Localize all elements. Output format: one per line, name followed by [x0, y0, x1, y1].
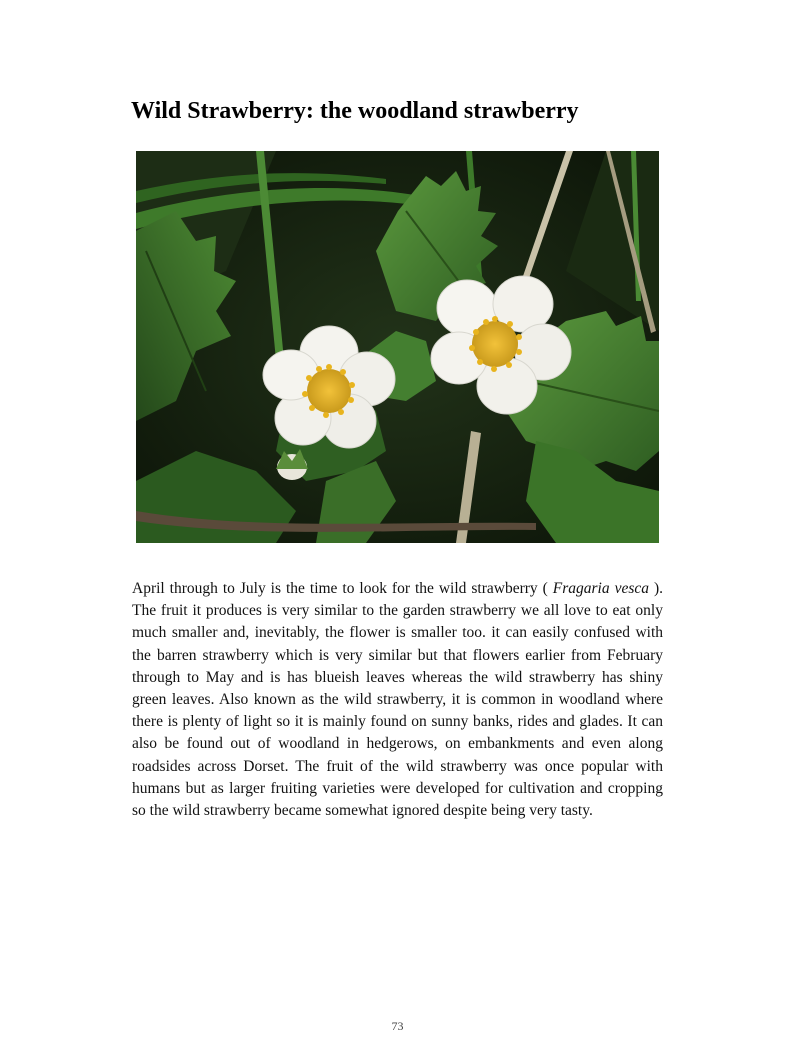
body-paragraph: [132, 578, 663, 822]
page-title: Wild Strawberry: the woodland strawberry: [131, 98, 579, 124]
body-text-part-1: April through to July is the time to look for the wild strawberry (: [132, 580, 553, 597]
wild-strawberry-photo: [136, 151, 659, 543]
species-name: Fragaria vesca: [552, 580, 649, 597]
photo-illustration: [136, 151, 659, 543]
body-text-part-2: ). The fruit it produces is very similar to the garden strawberry we all love to eat only much smaller and, inevitably, the flower is smaller too. it can easily confused with the barren strawberry which is very similar but that flowers earlier from February through to May and is has blueish leaves whereas the wild strawberry has shiny green leaves. Also known as the wild strawberry, it is common in woodland where there is plenty of light so it is mainly found on sunny banks, rides and glades. It can also be found out of woodland in hedgerows, on embankments and even along roadsides across Dorset. The fruit of the wild strawberry was once popular with humans but as larger fruiting varieties were developed for cultivation and cropping so the wild strawberry became somewhat ignored despite being very tasty.: [132, 580, 663, 820]
page-number: 73: [391, 1019, 404, 1033]
